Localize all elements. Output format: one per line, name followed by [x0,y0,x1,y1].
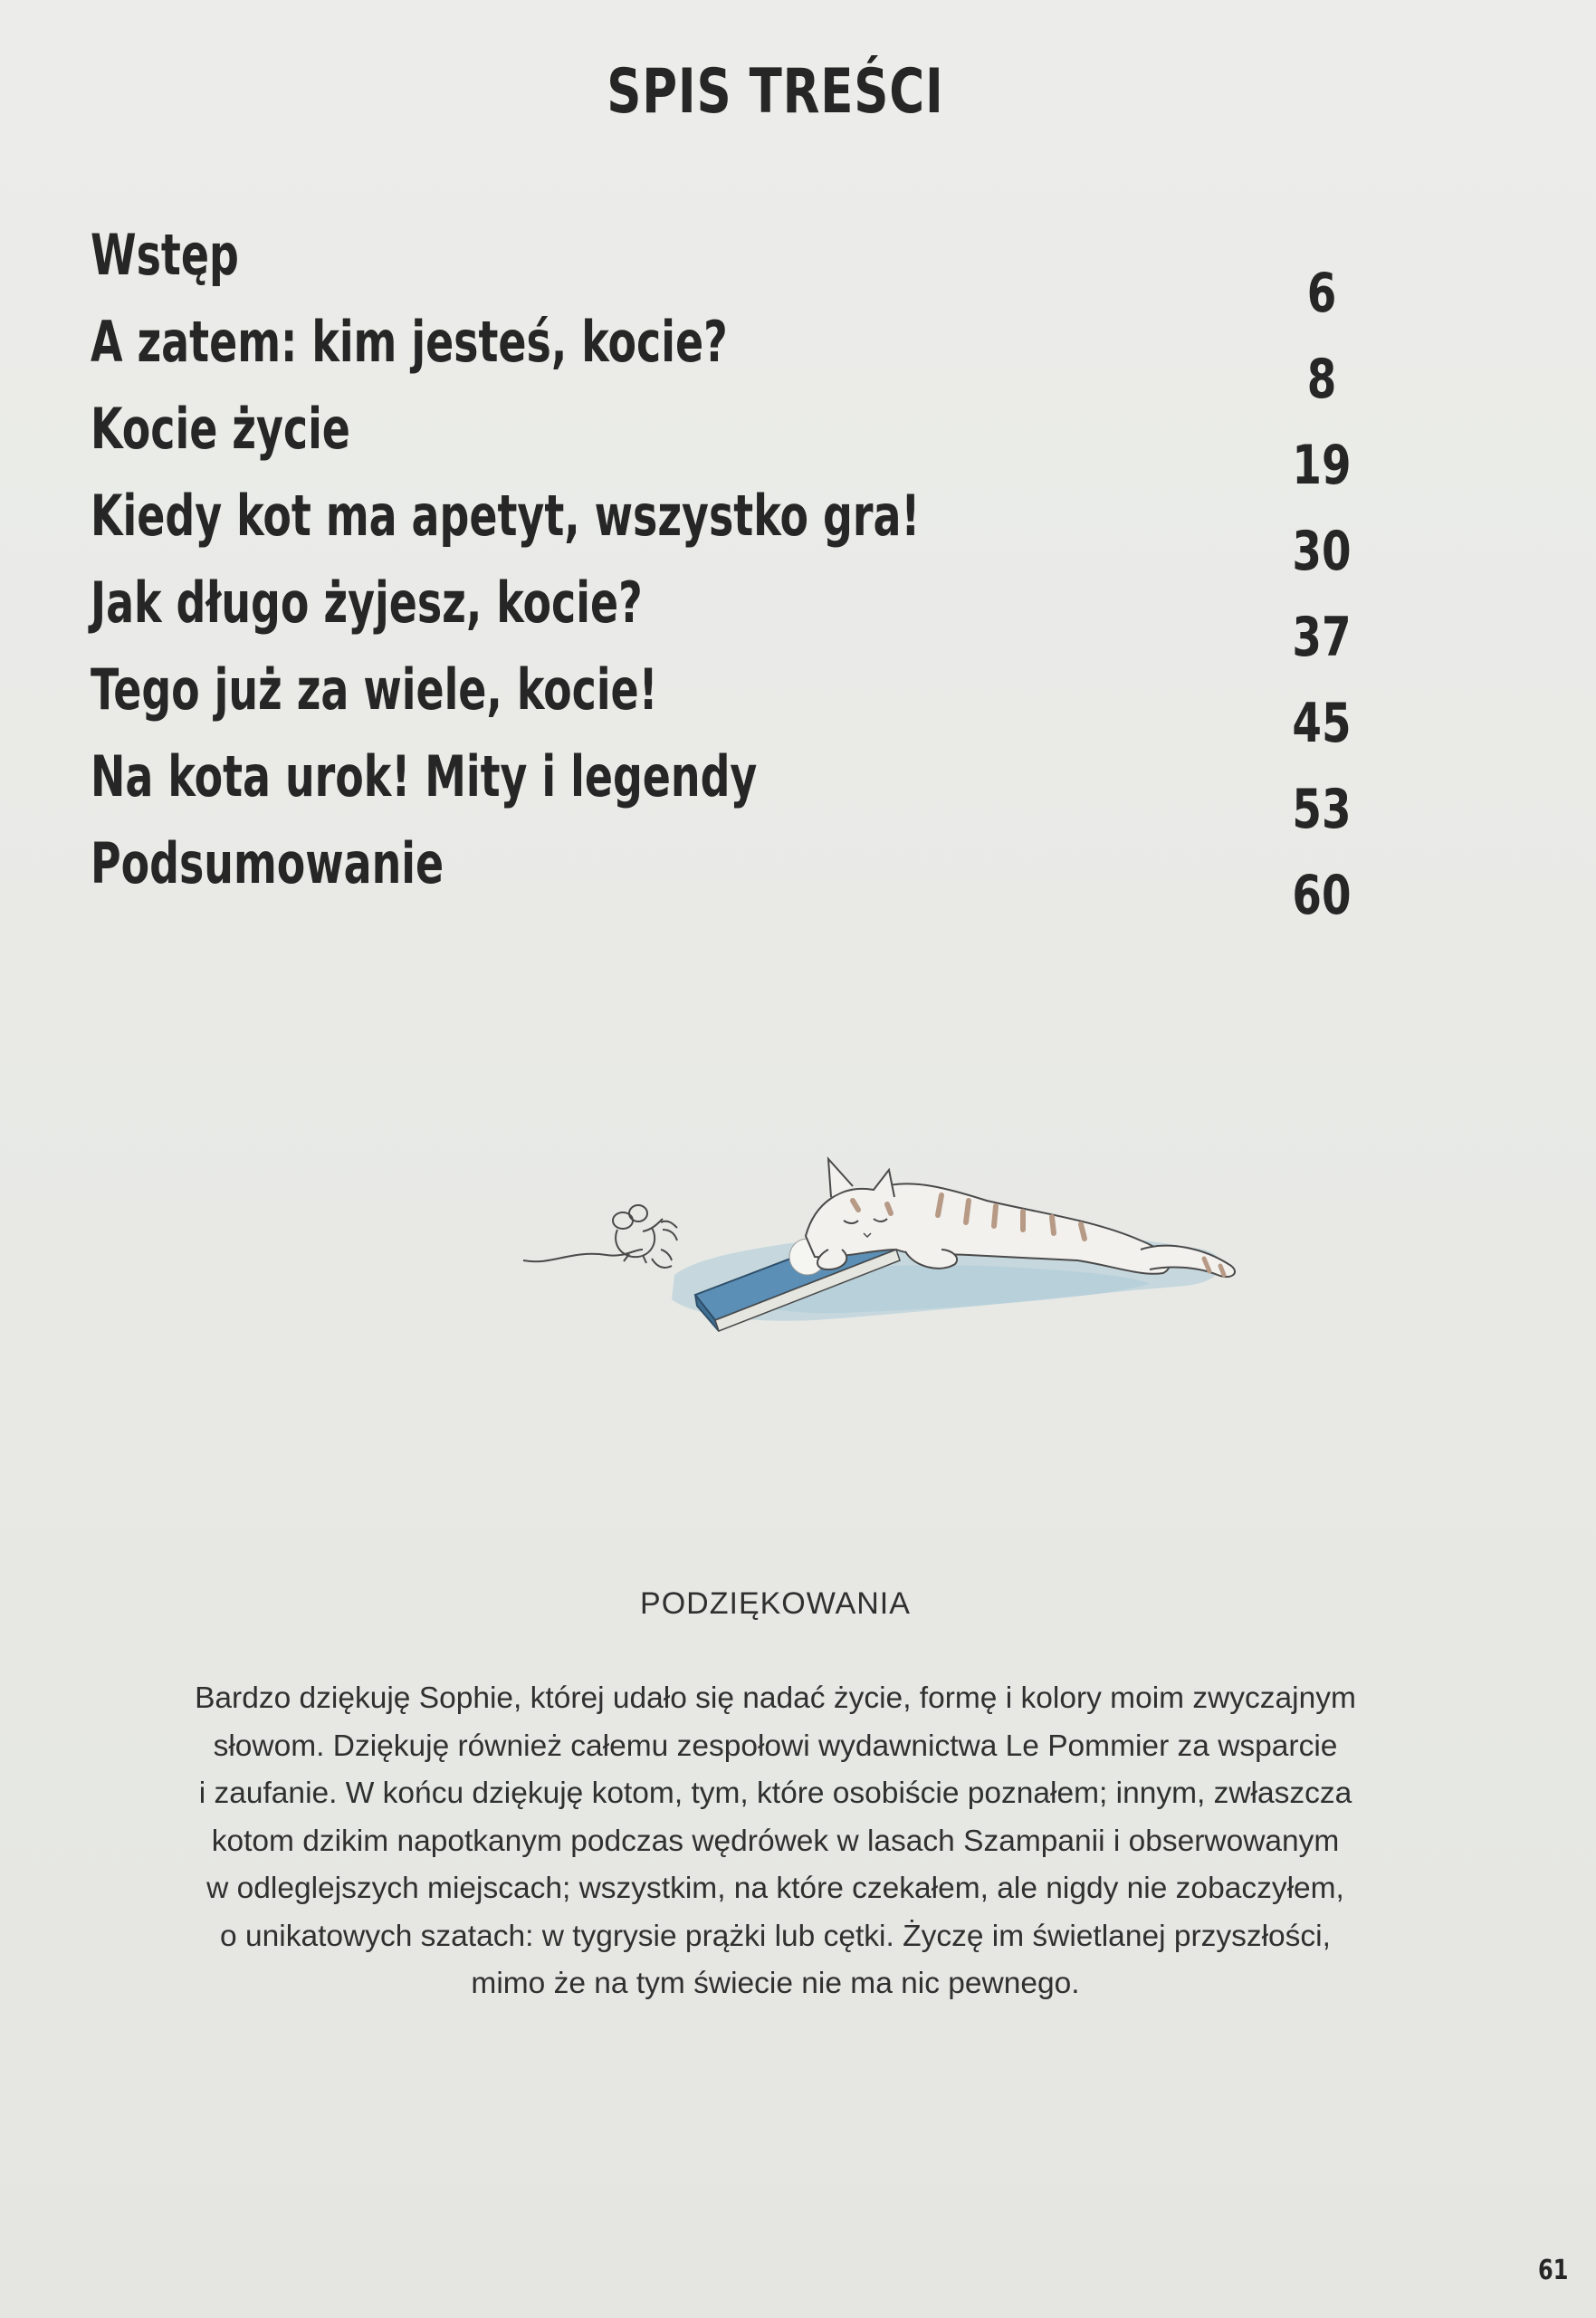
acknowledgements-line: o unikatowych szatach: w tygrysie prążki lub cętki. Życzę im świetlanej przyszłości, [220,1919,1331,1953]
toc-page-number: 19 [1292,434,1352,497]
acknowledgements-body [154,1675,1397,2008]
toc-page-number: 60 [1292,864,1352,927]
toc-entry-tego-juz: Tego już za wiele, kocie! [91,656,658,723]
acknowledgements-line: mimo że na tym świecie nie ma nic pewnego. [471,1967,1080,2000]
toc-entry-apetyt: Kiedy kot ma apetyt, wszystko gra! [91,483,921,549]
page-number: 61 [1538,2255,1569,2286]
toc-title: SPIS TREŚCI [607,56,944,128]
acknowledgements-line: w odleglejszych miejscach; wszystkim, na które czekałem, ale nigdy nie zobaczyłem, [206,1872,1344,1905]
acknowledgements-heading: PODZIĘKOWANIA [640,1586,911,1621]
cat-sleeping-on-book-icon [516,1114,1240,1349]
toc-entry-podsumowanie: Podsumowanie [91,830,444,896]
acknowledgements-line: kotom dzikim napotkanym podczas wędrówek w lasach Szampanii i obserwowanym [211,1824,1340,1858]
toc-page-number: 45 [1292,692,1352,755]
toc-page-number: 30 [1292,520,1352,583]
acknowledgements-line: i zaufanie. W końcu dziękuję kotom, tym, które osobiście poznałem; innym, zwłaszcza [198,1777,1352,1810]
toc-page-number: 53 [1292,778,1352,841]
toc-page-number: 37 [1292,606,1352,669]
toc-entry-wstep: Wstęp [91,222,239,288]
toc-entry-jak-dlugo: Jak długo żyjesz, kocie? [91,570,643,636]
toc-page-number: 8 [1306,348,1337,411]
toc-entry-kim-jestes: A zatem: kim jesteś, kocie? [91,309,728,375]
acknowledgements-line: Bardzo dziękuję Sophie, której udało się nadać życie, formę i kolory moim zwyczajnym [195,1681,1356,1715]
toc-entry-kocie-zycie: Kocie życie [91,396,350,462]
toc-page-number-list [1249,254,1394,942]
toc-entry-mity: Na kota urok! Mity i legendy [91,743,758,809]
toc-page-number: 6 [1306,262,1337,325]
acknowledgements-line: słowom. Dziękuję również całemu zespołowi wydawnictwa Le Pommier za wsparcie [213,1729,1338,1763]
toc-entry-list [91,216,1211,911]
